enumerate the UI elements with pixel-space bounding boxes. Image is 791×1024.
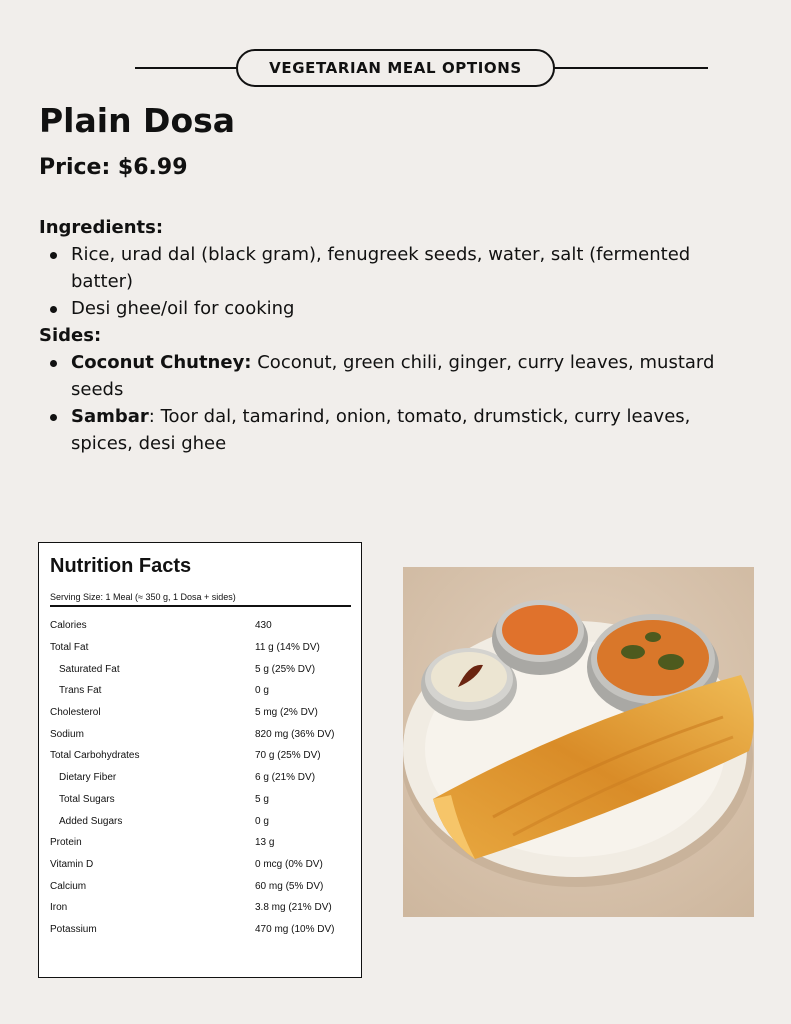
- sides-heading: Sides:: [39, 325, 102, 346]
- nutrient-value: 11 g (14% DV): [255, 642, 320, 654]
- nutrient-name: Calories: [50, 620, 87, 632]
- nutrient-value: 0 g: [255, 815, 269, 827]
- nutrient-name: Protein: [50, 837, 82, 849]
- banner-line-right: [554, 67, 708, 69]
- ingredients-list: [39, 241, 739, 322]
- section-banner: [135, 49, 708, 87]
- nutrient-value: 5 mg (2% DV): [255, 707, 318, 719]
- nutrient-value: 820 mg (36% DV): [255, 728, 335, 740]
- nutrition-row: [50, 854, 351, 876]
- nutrient-value: 70 g (25% DV): [255, 750, 321, 762]
- nutrition-row: [50, 767, 351, 789]
- nutrition-row: [50, 658, 351, 680]
- nutrient-name: Cholesterol: [50, 707, 101, 719]
- side-name: Coconut Chutney:: [71, 352, 252, 373]
- nutrient-value: 0 g: [255, 685, 269, 697]
- nutrient-value: 5 g (25% DV): [255, 663, 316, 675]
- nutrient-value: 470 mg (10% DV): [255, 923, 335, 935]
- list-item: [39, 349, 739, 403]
- nutrition-row: [50, 897, 351, 919]
- nutrient-name: Iron: [50, 902, 68, 914]
- nutrition-row: [50, 745, 351, 767]
- nutrient-name: Potassium: [50, 923, 97, 935]
- nutrient-value: 13 g: [255, 837, 275, 849]
- divider: [50, 605, 351, 607]
- banner-label: VEGETARIAN MEAL OPTIONS: [236, 49, 555, 87]
- nutrient-value: 430: [255, 620, 272, 632]
- dish-title: Plain Dosa: [39, 101, 236, 140]
- list-item: Desi ghee/oil for cooking: [39, 295, 739, 322]
- nutrient-name: Total Sugars: [59, 793, 115, 805]
- nutrient-name: Total Fat: [50, 642, 89, 654]
- side-desc: : Toor dal, tamarind, onion, tomato, drumstick, curry leaves, spices, desi ghee: [71, 406, 691, 454]
- ingredients-section: [39, 214, 739, 457]
- nutrient-name: Vitamin D: [50, 858, 94, 870]
- nutrient-value: 60 mg (5% DV): [255, 880, 324, 892]
- nutrient-name: Saturated Fat: [59, 663, 120, 675]
- list-item: [39, 403, 739, 457]
- nutrient-value: 5 g: [255, 793, 269, 805]
- nutrient-name: Trans Fat: [59, 685, 102, 697]
- nutrition-row: [50, 919, 351, 941]
- banner-line-left: [135, 67, 237, 69]
- nutrition-row: [50, 810, 351, 832]
- list-item: Rice, urad dal (black gram), fenugreek seeds, water, salt (fermented batter): [39, 241, 739, 295]
- nutrition-row: [50, 832, 351, 854]
- nutrition-row: [50, 875, 351, 897]
- nutrition-row: [50, 723, 351, 745]
- nutrition-row: [50, 680, 351, 702]
- nutrient-value: 3.8 mg (21% DV): [255, 902, 332, 914]
- nutrient-name: Total Carbohydrates: [50, 750, 140, 762]
- dish-price: Price: $6.99: [39, 155, 188, 180]
- nutrient-value: 0 mcg (0% DV): [255, 858, 323, 870]
- ingredients-heading: Ingredients:: [39, 217, 164, 238]
- side-name: Sambar: [71, 406, 149, 427]
- serving-size: Serving Size: 1 Meal (≈ 350 g, 1 Dosa + sides): [50, 592, 236, 602]
- nutrient-value: 6 g (21% DV): [255, 772, 316, 784]
- nutrient-name: Calcium: [50, 880, 87, 892]
- sides-list: [39, 349, 739, 457]
- nutrition-row: [50, 702, 351, 724]
- nutrition-row: [50, 637, 351, 659]
- nutrition-row: [50, 615, 351, 637]
- nutrition-title: Nutrition Facts: [50, 555, 192, 577]
- nutrient-name: Added Sugars: [59, 815, 123, 827]
- nutrition-facts-panel: [38, 542, 362, 978]
- nutrient-name: Dietary Fiber: [59, 772, 117, 784]
- nutrition-row: [50, 789, 351, 811]
- nutrient-name: Sodium: [50, 728, 84, 740]
- side-desc: Coconut, green chili, ginger, curry leaves, mustard seeds: [71, 352, 715, 400]
- dosa-plate-image: [403, 567, 754, 917]
- nutrition-rows: [50, 615, 351, 940]
- dosa-meal-photo: [403, 567, 754, 917]
